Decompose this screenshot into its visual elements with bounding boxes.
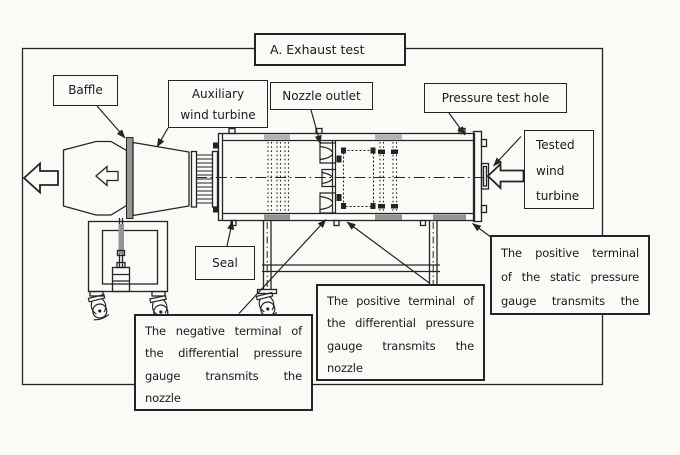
text-line: gauge transmits the [501, 293, 639, 308]
text-line: The positive terminal of [327, 293, 474, 308]
leader-seal [227, 221, 233, 246]
tested-turbine-flow-arrow [488, 164, 524, 188]
test-section [337, 148, 376, 210]
label-pressure-test-hole: Pressure test hole [424, 83, 567, 113]
pressure-tap-port [334, 221, 339, 226]
pressure-tap-port [421, 221, 426, 226]
baffle-bar [127, 138, 134, 219]
leader-positive-differential [347, 222, 430, 284]
leader-nozzle-outlet [311, 110, 321, 144]
note-positive-differential [316, 284, 485, 381]
text-line: gauge transmits the [145, 368, 302, 383]
diagram-title: A. Exhaust test [270, 41, 365, 57]
label-auxiliary-wind-turbine [168, 80, 268, 128]
baffle-cart [89, 218, 168, 296]
label-nozzle-outlet: Nozzle outlet [270, 82, 373, 110]
note-positive-static [490, 235, 650, 315]
text-line: of the static pressure [501, 269, 639, 284]
leader-pressure-test-hole [449, 113, 465, 135]
drive-motor [113, 268, 130, 292]
text-line: the differential pressure [327, 316, 474, 330]
note-negative-differential [134, 314, 313, 411]
text-line: turbine [536, 189, 580, 203]
text-line: Auxiliary [191, 87, 245, 101]
text-line: The negative terminal of [145, 323, 302, 338]
text-line: nozzle [145, 391, 181, 405]
support-stand [258, 221, 443, 294]
text-line: The positive terminal [501, 245, 639, 260]
exhaust-flow-arrow [24, 164, 58, 193]
label-baffle: Baffle [53, 75, 118, 106]
text-line: wind [536, 163, 565, 178]
leader-arrows [97, 106, 521, 314]
leader-positive-static [473, 224, 492, 238]
leader-baffle [97, 106, 125, 138]
leader-auxiliary-turbine [157, 128, 168, 147]
text-line: nozzle [327, 361, 363, 375]
text-line: Tested [536, 138, 575, 152]
text-line: wind turbine [180, 108, 256, 122]
test-chamber [196, 129, 512, 226]
inner-flow-arrow [96, 167, 118, 186]
end-plate [474, 132, 489, 222]
title-box [254, 33, 406, 66]
text-line: gauge transmits the [327, 338, 474, 353]
text-line: the differential pressure [145, 346, 302, 360]
label-tested-wind-turbine [524, 130, 594, 209]
caster-wheel [88, 295, 109, 321]
auxiliary-turbine-assembly [64, 138, 190, 219]
nozzle-assembly [320, 141, 336, 214]
leader-tested-turbine [494, 137, 522, 167]
label-seal: Seal [195, 246, 255, 280]
